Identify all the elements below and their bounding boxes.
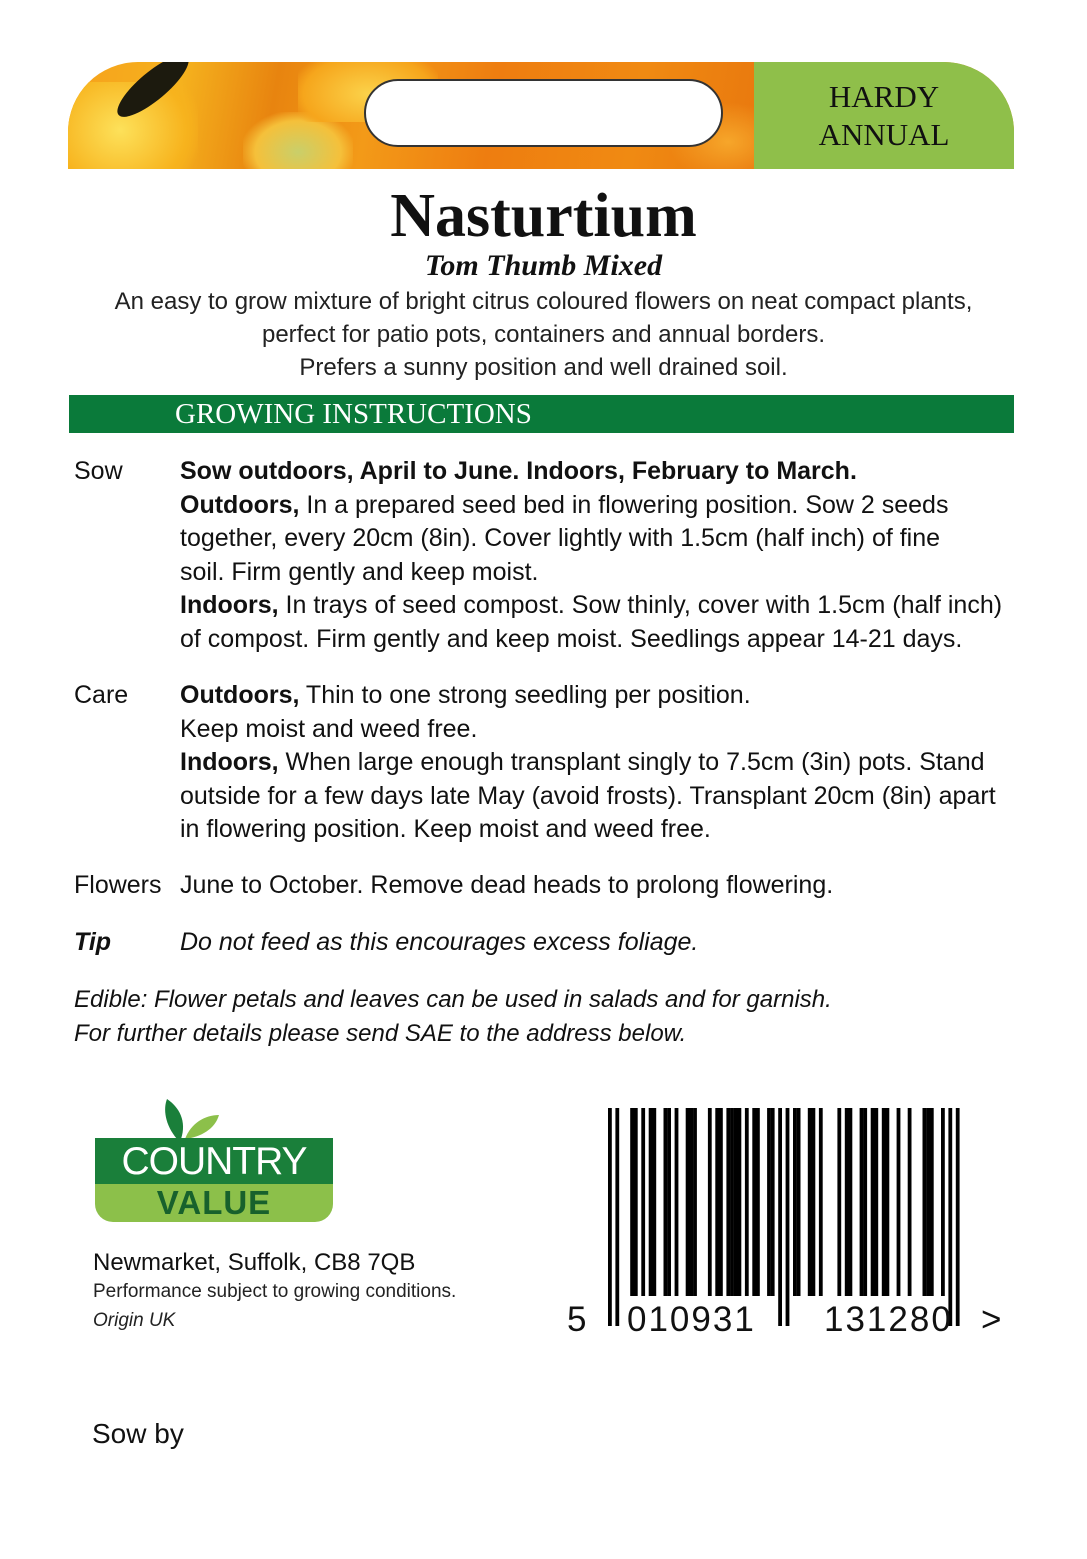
logo-value-text: VALUE (95, 1184, 333, 1222)
tip-text: Do not feed as this encourages excess foliage. (180, 928, 699, 956)
barcode-bar (708, 1108, 712, 1296)
barcode-bar (686, 1108, 690, 1296)
product-variety: Tom Thumb Mixed (424, 249, 663, 282)
barcode-bar (948, 1108, 952, 1326)
care-indoors: Indoors, When large enough transplant singly to 7.5cm (3in) pots. Stand (180, 748, 985, 776)
tip-section (74, 926, 1024, 960)
care-label: Care (74, 681, 129, 709)
badge-line2: ANNUAL (818, 116, 950, 152)
barcode-bar (689, 1108, 693, 1296)
care-indoors-cont: outside for a few days late May (avoid frosts). Transplant 20cm (8in) apart (180, 781, 996, 810)
barcode-bar (926, 1108, 930, 1296)
barcode-bar (752, 1108, 756, 1296)
barcode-bar (756, 1108, 760, 1296)
barcode-bar (771, 1108, 775, 1296)
barcode-bar (649, 1108, 653, 1296)
barcode-bar (882, 1108, 886, 1296)
origin: Origin UK (93, 1310, 176, 1331)
barcode-bar (693, 1108, 697, 1296)
barcode-bar (849, 1108, 853, 1296)
barcode-bar (726, 1108, 730, 1296)
barcode-bar (808, 1108, 812, 1296)
barcode-bar (715, 1108, 719, 1296)
barcode-bar (845, 1108, 849, 1296)
barcode-bar (863, 1108, 867, 1296)
barcode-bar (797, 1108, 801, 1296)
barcode-bar (734, 1108, 738, 1296)
edible-note (74, 983, 832, 1050)
care-outdoors: Outdoors, Thin to one strong seedling per position. (180, 681, 751, 709)
hardy-annual-badge (754, 62, 1014, 169)
barcode-bar (745, 1108, 749, 1296)
barcode-bar (608, 1108, 612, 1326)
description-line: Prefers a sunny position and well drained soil. (299, 354, 788, 381)
barcode-bar (930, 1108, 934, 1296)
flowers-text: June to October. Remove dead heads to prolong flowering. (180, 871, 834, 899)
barcode-left-group: 010931 (627, 1300, 756, 1339)
sow-headline: Sow outdoors, April to June. Indoors, February to March. (180, 457, 857, 485)
barcode-bar (941, 1108, 945, 1296)
sow-outdoors: Outdoors, In a prepared seed bed in flowering position. Sow 2 seeds (180, 490, 949, 519)
barcode-first-digit: 5 (567, 1300, 587, 1339)
barcode-bar (886, 1108, 890, 1296)
country-value-logo (95, 1095, 335, 1227)
barcode-bar (719, 1108, 723, 1296)
description-line: perfect for patio pots, containers and annual borders. (261, 321, 825, 348)
barcode-bar (819, 1108, 823, 1296)
barcode-bar (837, 1108, 841, 1296)
barcode-bar (860, 1108, 864, 1296)
barcode-bar (738, 1108, 742, 1296)
barcode-bar (667, 1108, 671, 1296)
growing-instructions-bar: GROWING INSTRUCTIONS (69, 395, 1014, 433)
flowers-label: Flowers (74, 871, 162, 899)
barcode-right-group: 131280 (824, 1300, 953, 1339)
barcode-bar (730, 1108, 734, 1296)
sow-label: Sow (74, 457, 123, 485)
sow-outdoors-cont: soil. Firm gently and keep moist. (180, 557, 539, 586)
barcode-bar (664, 1108, 668, 1296)
description-line: An easy to grow mixture of bright citrus coloured flowers on neat compact plants, (114, 288, 973, 315)
barcode-bar (956, 1108, 960, 1326)
care-indoors-cont: in flowering position. Keep moist and weed free. (180, 815, 711, 843)
badge-line1: HARDY (828, 78, 940, 114)
product-description (60, 285, 1027, 384)
sow-indoors-cont: of compost. Firm gently and keep moist. Seedlings appear 14-21 days. (180, 624, 963, 653)
address: Newmarket, Suffolk, CB8 7QB (93, 1249, 416, 1276)
barcode-bar (652, 1108, 656, 1296)
sow-section (74, 455, 1024, 656)
barcode-bar (874, 1108, 878, 1296)
barcode-bar (897, 1108, 901, 1296)
barcode-end-mark: > (981, 1300, 1002, 1339)
barcode-bar (786, 1108, 790, 1326)
barcode-bar (675, 1108, 679, 1296)
label-window (364, 79, 723, 147)
barcode-bar (871, 1108, 875, 1296)
sow-by-label: Sow by (92, 1418, 184, 1449)
barcode-bar (923, 1108, 927, 1296)
barcode-bar (641, 1108, 645, 1296)
care-outdoors-cont: Keep moist and weed free. (180, 714, 478, 743)
flowers-section (74, 869, 1024, 903)
barcode-bar (767, 1108, 771, 1296)
barcode-bar (812, 1108, 816, 1296)
barcode-bar (908, 1108, 912, 1296)
edible-line: For further details please send SAE to the address below. (74, 1019, 687, 1047)
barcode-bar (793, 1108, 797, 1296)
edible-line: Edible: Flower petals and leaves can be used in salads and for garnish. (74, 986, 832, 1013)
logo-country-text: COUNTRY (95, 1138, 333, 1186)
tip-label: Tip (74, 928, 112, 956)
barcode-bar (615, 1108, 619, 1326)
performance-note: Performance subject to growing conditions. (93, 1281, 457, 1302)
barcode-bar (634, 1108, 638, 1296)
sow-indoors: Indoors, In trays of seed compost. Sow thinly, cover with 1.5cm (half inch) (180, 591, 1003, 619)
product-title: Nasturtium (390, 182, 697, 250)
barcode-bar (630, 1108, 634, 1296)
barcode-bar (778, 1108, 782, 1326)
sow-outdoors-cont: together, every 20cm (8in). Cover lightly with 1.5cm (half inch) of fine (180, 524, 941, 552)
care-section (74, 679, 1024, 847)
